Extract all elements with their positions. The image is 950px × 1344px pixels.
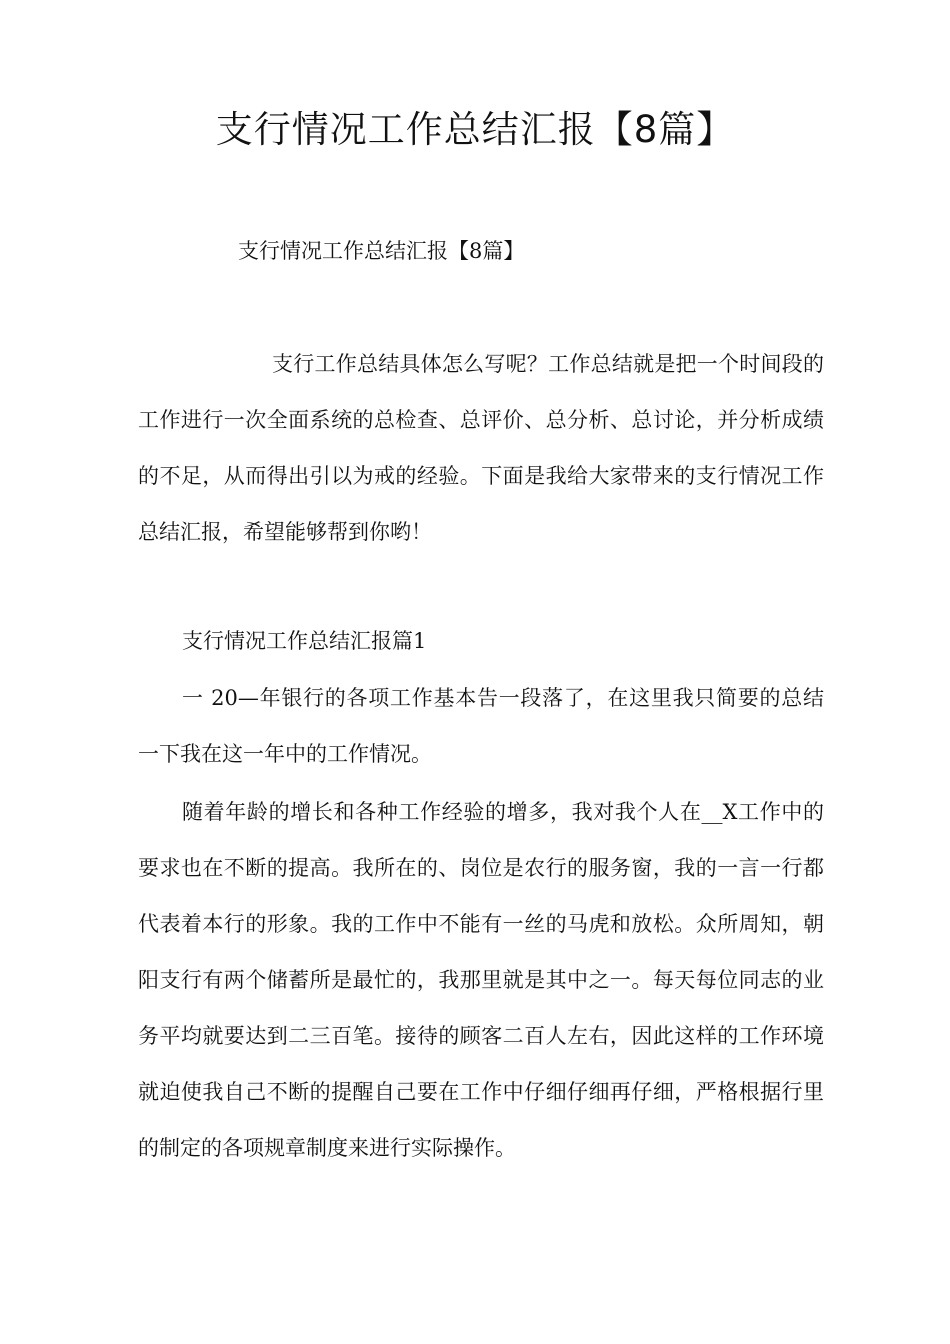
body-paragraph-1: 一 20—年银行的各项工作基本告一段落了，在这里我只简要的总结一下我在这一年中的工作情况。 — [138, 686, 824, 766]
document-title: 支行情况工作总结汇报【8篇】 — [215, 108, 735, 151]
section-heading: 支行情况工作总结汇报篇1 — [182, 629, 427, 653]
intro-paragraph: 支行工作总结具体怎么写呢？工作总结就是把一个时间段的工作进行一次全面系统的总检查、总评价、总分析、总讨论，并分析成绩的不足，从而得出引以为戒的经验。下面是我给大家带来的支行情况工作总结汇报，希望能够帮到你哟！ — [138, 352, 824, 544]
document-subtitle: 支行情况工作总结汇报【8篇】 — [238, 239, 525, 263]
body-paragraph-2: 随着年龄的增长和各种工作经验的增多，我对我个人在__X工作中的要求也在不断的提高。我所在的、岗位是农行的服务窗，我的一言一行都代表着本行的形象。我的工作中不能有一丝的马虎和放松。众所周知，朝阳支行有两个储蓄所是最忙的，我那里就是其中之一。每天每位同志的业务平均就要达到二三百笔。接待的顾客二百人左右，因此这样的工作环境就迫使我自己不断的提醒自己要在工作中仔细仔细再仔细，严格根据行里的制定的各项规章制度来进行实际操作。 — [138, 800, 824, 1160]
